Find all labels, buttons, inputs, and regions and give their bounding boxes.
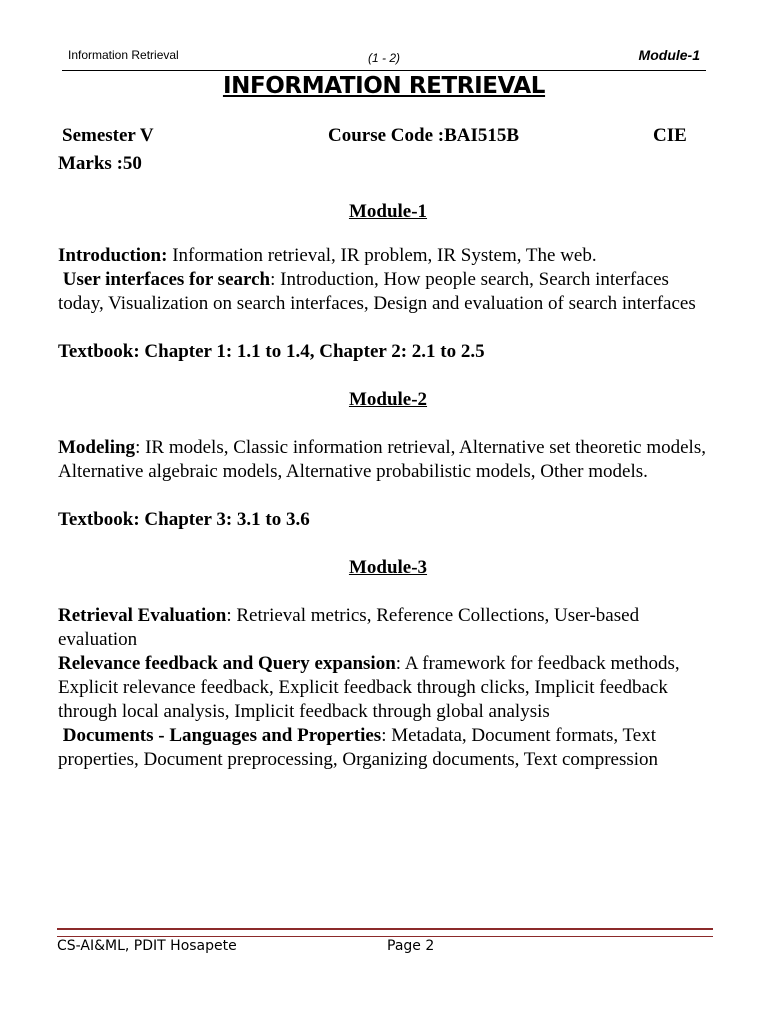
topic-text: : Introduction, How people search, Search interfaces today, Visualization on search interfaces, Design and evaluation of search interfaces — [58, 269, 696, 314]
topic-label: Introduction: — [58, 245, 168, 266]
topic-label: User interfaces for search — [62, 269, 271, 290]
topic-text: : Retrieval metrics, Reference Collections, User-based evaluation — [58, 605, 640, 650]
document-body — [58, 124, 718, 772]
topic-label: Modeling — [58, 437, 136, 458]
footer-divider — [57, 928, 713, 937]
module-3-heading: Module-3 — [348, 557, 428, 578]
module-1-heading: Module-1 — [348, 201, 428, 222]
course-info — [58, 124, 718, 176]
marks-label: Marks :50 — [58, 153, 142, 174]
module-1-topic-user-interfaces — [58, 268, 718, 316]
topic-text: Information retrieval, IR problem, IR System, The web. — [167, 245, 597, 266]
header-module-label: Module-1 — [638, 47, 700, 63]
module-1-topic-introduction — [58, 244, 718, 268]
topic-text: : Metadata, Document formats, Text properties, Document preprocessing, Organizing documents, Text compression — [58, 725, 659, 770]
cie-label: CIE — [653, 125, 687, 146]
module-2-heading: Module-2 — [348, 389, 428, 410]
topic-label: Retrieval Evaluation — [58, 605, 227, 626]
topic-label: Relevance feedback and Query expansion — [58, 653, 396, 674]
page-header — [62, 44, 706, 71]
header-left-text: Information Retrieval — [68, 48, 179, 62]
module-2-textbook: Textbook: Chapter 3: 3.1 to 3.6 — [58, 509, 310, 530]
document-title: INFORMATION RETRIEVAL — [222, 73, 546, 99]
module-3-topic-relevance-feedback — [58, 652, 718, 724]
topic-text: : A framework for feedback methods, Explicit relevance feedback, Explicit feedback through clicks, Implicit feedback through local analysis, Implicit feedback through global analysis — [58, 653, 680, 722]
header-page-range: (1 - 2) — [367, 51, 400, 65]
module-3-topic-documents — [58, 724, 718, 772]
module-2-topic-modeling — [58, 436, 718, 484]
footer-institution: CS-AI&ML, PDIT Hosapete — [57, 938, 237, 954]
module-1-textbook: Textbook: Chapter 1: 1.1 to 1.4, Chapter 2: 2.1 to 2.5 — [58, 341, 485, 362]
topic-text: : IR models, Classic information retrieval, Alternative set theoretic models, Alternative algebraic models, Alternative probabilistic models, Other models. — [58, 437, 706, 482]
footer-page-number: Page 2 — [387, 938, 435, 954]
semester-label: Semester V — [62, 125, 154, 146]
module-3-topic-retrieval-evaluation — [58, 604, 718, 652]
topic-label: Documents - Languages and Properties — [62, 725, 382, 746]
course-code-label: Course Code :BAI515B — [328, 125, 520, 146]
